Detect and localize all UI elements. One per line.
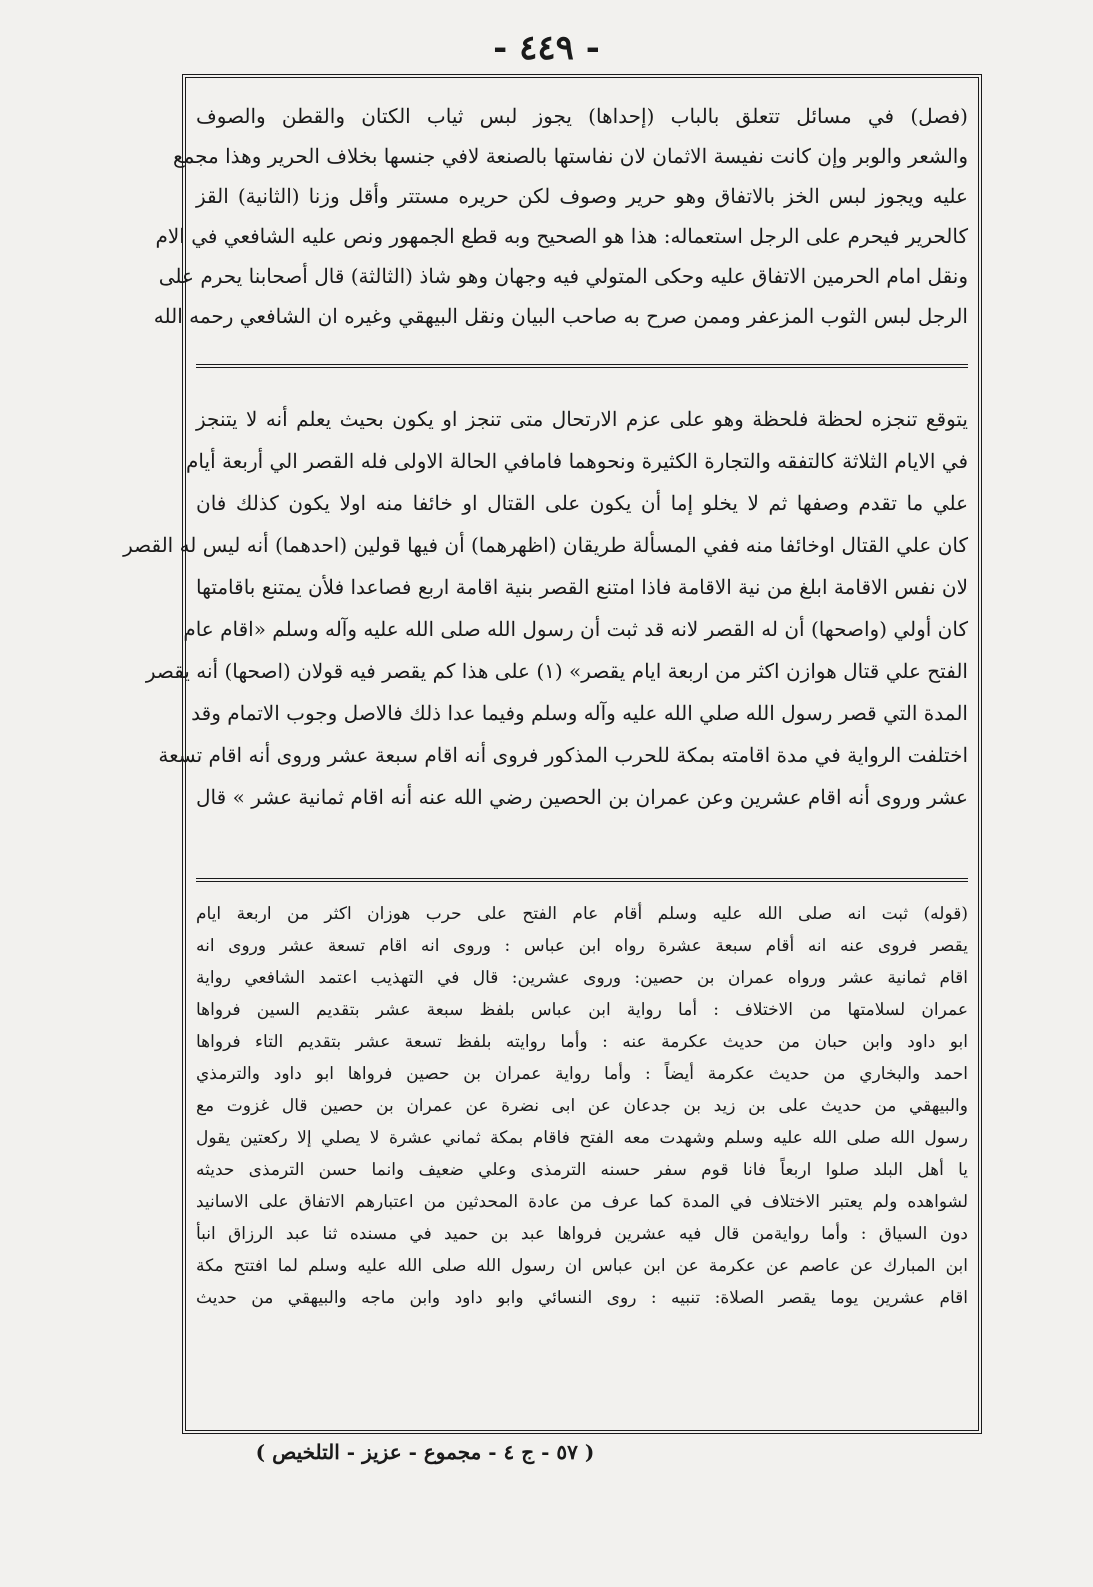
- text-line: كان أولي (واصحها) أن له القصر لانه قد ثبت أن رسول الله صلى الله عليه وآله وسلم «اقام عام: [183, 617, 968, 641]
- text-line: المدة التي قصر رسول الله صلي الله عليه وآله وسلم وفيما عدا ذلك فالاصل وجوب الاتمام وقد: [191, 701, 968, 725]
- text-line: كالحرير فيحرم على الرجل استعماله: هذا هو الصحيح وبه قطع الجمهور ونص عليه الشافعي في الام: [155, 224, 968, 248]
- text-line: اختلفت الرواية في مدة اقامته بمكة للحرب المذكور فروى أنه اقام سبعة عشر وروى أنه اقام تسعة: [158, 743, 968, 767]
- page-number: - ٤٤٩ -: [493, 28, 600, 68]
- text-line: الرجل لبس الثوب المزعفر وممن صرح به صاحب البيان ونقل البيهقي وغيره ان الشافعي رحمه الله: [153, 304, 968, 328]
- text-line: ابن المبارك عن عاصم عن عكرمة عن ابن عباس ان رسول الله صلى الله عليه وسلم لما افتتح مكة: [196, 1256, 968, 1276]
- section-divider: [196, 878, 968, 882]
- text-line: يتوقع تنجزه لحظة فلحظة وهو على عزم الارتحال متى تنجز او يكون بحيث يعلم أنه لا يتنجز: [196, 407, 968, 431]
- page-footer: ( ٥٧ - ج ٤ - مجموع - عزيز - التلخيص ): [255, 1440, 595, 1464]
- text-line: الفتح علي قتال هوازن اكثر من اربعة ايام يقصر» (١) على هذا كم يقصر فيه قولان (اصحها) أنه يقصر: [145, 659, 968, 683]
- text-line: اقام عشرين يوما يقصر الصلاة: تنبيه : روى النسائي وابو داود وابن ماجه والبيهقي من حديث: [196, 1288, 968, 1308]
- text-line: ونقل امام الحرمين الاتفاق عليه وحكى المتولي فيه وجهان وهو شاذ (الثالثة) قال أصحابنا يحرم على: [158, 264, 968, 288]
- text-line: لشواهده ولم يعتبر الاختلاف في المدة كما عرف من عادة المحدثين من اعتبارهم الاتفاق على الاسانيد: [196, 1192, 968, 1212]
- text-line: اقام ثمانية عشر ورواه عمران بن حصين: وروى عشرين: قال في التهذيب اعتمد الشافعي رواية: [196, 968, 968, 988]
- text-line: رسول الله صلى الله عليه وسلم وشهدت معه الفتح فاقام بمكة ثماني عشرة لا يصلي إلا ركعتين يقول: [196, 1128, 968, 1148]
- text-line: يقصر فروى عنه انه أقام سبعة عشرة رواه ابن عباس : وروى انه اقام تسعة عشر وروى انه: [196, 936, 968, 956]
- takhrij-text-section: [196, 898, 968, 1314]
- main-text-section: [153, 96, 968, 336]
- text-line: يا أهل البلد صلوا اربعاً فانا قوم سفر حسنه الترمذى وعلي ضعيف وانما حسن الترمذى حديثه: [196, 1160, 968, 1180]
- text-line: (قوله) ثبت انه صلى الله عليه وسلم أقام عام الفتح على حرب هوزان اكثر من اربعة ايام: [196, 904, 968, 924]
- section-divider: [196, 364, 968, 368]
- commentary-text-section: [123, 398, 968, 818]
- text-line: علي ما تقدم وصفها ثم لا يخلو إما أن يكون على القتال او خائفا منه اولا يكون كذلك فان: [196, 491, 968, 515]
- text-line: عشر وروى أنه اقام عشرين وعن عمران بن الحصين رضي الله عنه أنه اقام ثمانية عشر » قال: [196, 785, 968, 809]
- text-line: كان علي القتال اوخائفا منه ففي المسألة طريقان (اظهرهما) أن فيها قولين (احدهما) أنه ليس له القصر: [123, 533, 968, 557]
- page-frame: [123, 74, 982, 1434]
- text-line: (فصل) في مسائل تتعلق بالباب (إحداها) يجوز لبس ثياب الكتان والقطن والصوف: [196, 104, 968, 128]
- text-line: والبيهقي من حديث على بن زيد بن جدعان عن ابى نضرة عن عمران بن حصين قال غزوت مع: [196, 1096, 968, 1116]
- text-line: احمد والبخاري من حديث عكرمة أيضاً : وأما رواية عمران بن حصين فرواها ابو داود والترمذي: [196, 1064, 968, 1084]
- text-line: عمران لسلامتها من الاختلاف : أما رواية ابن عباس بلفظ سبعة عشر بتقديم السين فرواها: [196, 1000, 968, 1020]
- text-line: دون السياق : وأما روايةمن قال فيه عشرين فرواها عبد بن حميد في مسنده ثنا عبد الرزاق انبأ: [196, 1224, 968, 1244]
- text-line: والشعر والوبر وإن كانت نفيسة الاثمان لان نفاستها بالصنعة لافي جنسها بخلاف الحرير وهذا مجمع: [172, 144, 968, 168]
- text-line: لان نفس الاقامة ابلغ من نية الاقامة فاذا امتنع القصر بنية اقامة اربع فصاعدا فلأن يمتنع باقامتها: [196, 575, 968, 599]
- text-line: ابو داود وابن حبان من حديث عكرمة عنه : وأما روايته بلفظ تسعة عشر بتقديم التاء فرواها: [196, 1032, 968, 1052]
- text-line: في الايام الثلاثة كالتفقه والتجارة الكثيرة ونحوهما فامافي الحالة الاولى فله القصر الي أربعة أيام: [186, 449, 968, 473]
- text-line: عليه ويجوز لبس الخز بالاتفاق وهو حرير وصوف لكن حريره مستتر وأقل وزنا (الثانية) القز: [196, 184, 968, 208]
